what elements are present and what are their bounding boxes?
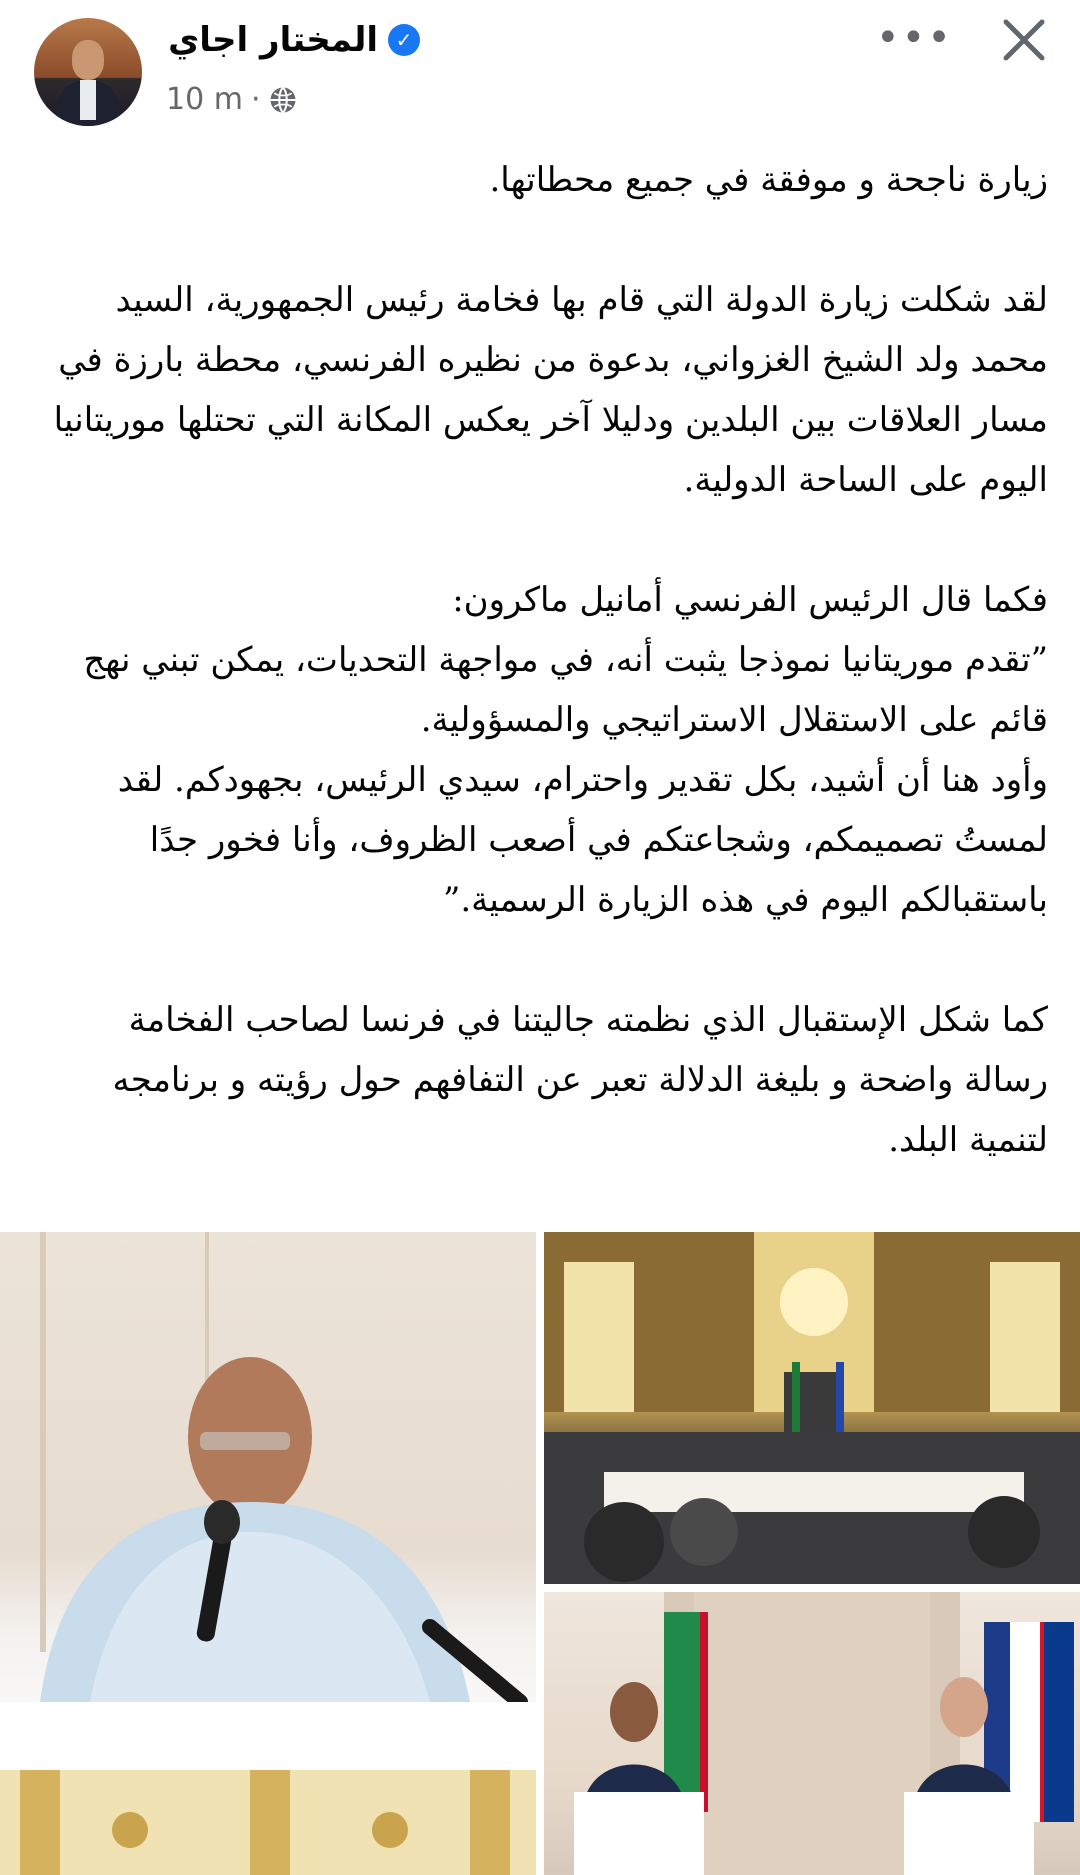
meta-separator: · <box>250 82 261 117</box>
paragraph-6: كما شكل الإستقبال الذي نظمته جاليتنا في فرنسا لصاحب الفخامة رسالة واضحة و بليغة الدلالة تعبر عن التفافهم حول رؤيته و برنامجه لتنمية البلد. <box>112 1000 1048 1160</box>
globe-icon[interactable] <box>268 85 298 115</box>
paragraph-5: وأود هنا أن أشيد، بكل تقدير واحترام، سيدي الرئيس، بجهودكم. لقد لمستُ تصميمكم، وشجاعتكم في أصعب الظروف، وأنا فخور جدًا باستقبالكم اليوم في هذه الزيارة الرسمية.” <box>117 760 1048 920</box>
verified-badge-icon: ✓ <box>388 24 420 56</box>
post-header <box>0 0 1080 140</box>
paragraph-2: لقد شكلت زيارة الدولة التي قام بها فخامة رئيس الجمهورية، السيد محمد ولد الشيخ الغزواني، بدعوة من نظيره الفرنسي، محطة بارزة في مسار العلاقات بين البلدين ودليلا آخر يعكس المكانة التي تحتلها موريتانيا اليوم على الساحة الدولية. <box>53 280 1048 500</box>
paragraph-3: فكما قال الرئيس الفرنسي أمانيل ماكرون: <box>452 580 1048 620</box>
photo-press-conference[interactable] <box>544 1592 1080 1875</box>
more-options-icon[interactable]: ••• <box>876 15 953 61</box>
photo-speaker-microphone[interactable] <box>0 1232 536 1762</box>
avatar-shirt <box>80 80 96 120</box>
photo-gallery <box>0 1232 1080 1875</box>
photo-state-dinner[interactable] <box>544 1232 1080 1584</box>
photo-ornate-hall[interactable] <box>0 1770 536 1875</box>
author-name-row <box>168 20 420 60</box>
post-time[interactable]: 10 m <box>166 82 243 117</box>
author-avatar[interactable] <box>34 18 142 126</box>
author-name[interactable]: المختار اجاي <box>168 20 378 60</box>
close-icon[interactable] <box>996 12 1052 68</box>
post-meta <box>166 82 298 117</box>
paragraph-4: ”تقدم موريتانيا نموذجا يثبت أنه، في مواجهة التحديات، يمكن تبني نهج قائم على الاستقلال الاستراتيجي والمسؤولية. <box>83 640 1048 740</box>
avatar-face <box>72 40 104 80</box>
post-text <box>36 150 1048 1170</box>
paragraph-1: زيارة ناجحة و موفقة في جميع محطاتها. <box>489 160 1048 200</box>
